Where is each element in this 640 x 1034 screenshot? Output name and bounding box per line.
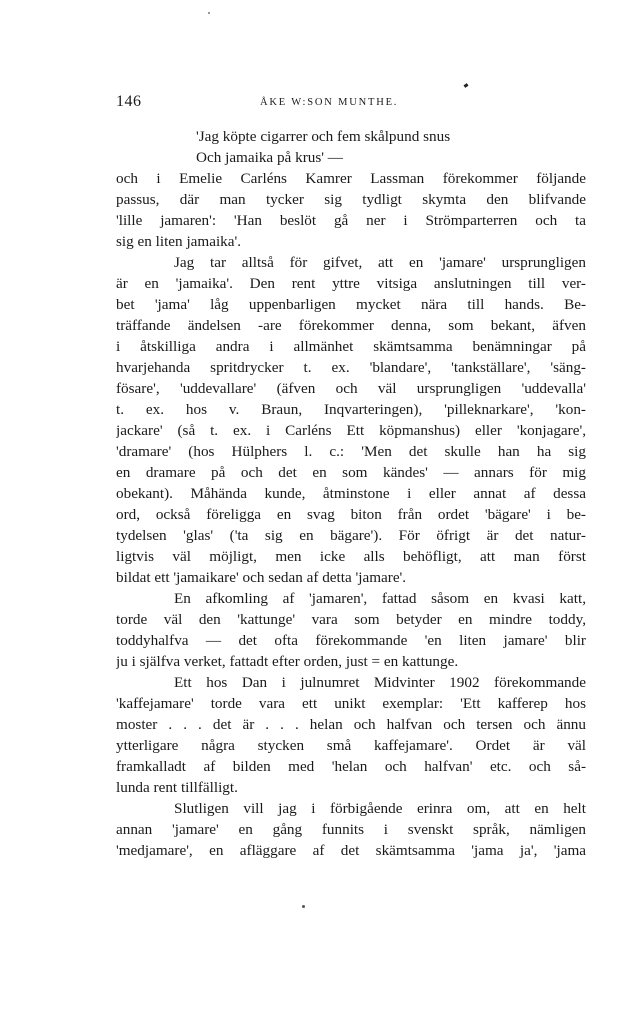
text-line: en dramare på och det en som kändes' — annars för mig (116, 464, 586, 481)
text-line: och i Emelie Carléns Kamrer Lassman förekommer följande (116, 170, 586, 187)
text-line: sig en liten jamaika'. (116, 233, 242, 250)
text-line: träffande ändelsen -are förekommer denna, som bekant, äfven (116, 317, 586, 334)
text-line: jackare' (så t. ex. i Carléns Ett köpmanshus) eller 'konjagare', (116, 422, 586, 439)
text-line: En afkomling af 'jamaren', fattad såsom en kvasi katt, (174, 590, 586, 607)
text-line: Ett hos Dan i julnumret Midvinter 1902 förekommande (174, 674, 586, 691)
text-line: 'kaffejamare' torde vara ett unikt exemplar: 'Ett kafferep hos (116, 695, 586, 712)
text-line: passus, där man tycker sig tydligt skymta den blifvande (116, 191, 586, 208)
text-line: toddyhalfva — det ofta förekommande 'en liten jamare' blir (116, 632, 586, 649)
print-speck (302, 905, 305, 908)
text-line: ytterligare några stycken små kaffejamare'. Ordet är väl (116, 737, 586, 754)
running-head: ÅKE W:SON MUNTHE. (260, 97, 399, 108)
text-line: obekant). Måhända kunde, åtminstone i eller annat af dessa (116, 485, 586, 502)
text-line: Och jamaika på krus' — (196, 149, 343, 166)
text-line: annan 'jamare' en gång funnits i svenskt språk, nämligen (116, 821, 586, 838)
text-line: är en 'jamaika'. Den rent yttre vitsiga anslutningen till ver- (116, 275, 586, 292)
ink-mark (464, 83, 469, 88)
body-text (116, 126, 586, 861)
text-line: ju i själfva verket, fattadt efter orden, just = en kattunge. (116, 653, 459, 670)
page-header (116, 93, 586, 113)
text-line: lunda rent tillfälligt. (116, 779, 238, 796)
text-line: moster . . . det är . . . helan och halfvan och tersen och ännu (116, 716, 586, 733)
text-line: ligtvis väl möjligt, men icke alls behöfligt, att man först (116, 548, 586, 565)
text-line: Slutligen vill jag i förbigående erinra om, att en helt (174, 800, 586, 817)
text-line: hvarjehanda spritdrycker t. ex. 'blandare', 'tankställare', 'säng- (116, 359, 586, 376)
text-line: 'dramare' (hos Hülphers l. c.: 'Men det skulle han ha sig (116, 443, 586, 460)
text-line: ord, också föreligga en svag biton från ordet 'bägare' i be- (116, 506, 586, 523)
text-line: Jag tar alltså för gifvet, att en 'jamare' ursprungligen (174, 254, 586, 271)
text-line: 'lille jamaren': 'Han beslöt gå ner i Strömparterren och ta (116, 212, 586, 229)
text-line: t. ex. hos v. Braun, Inqvarteringen), 'pilleknarkare', 'kon- (116, 401, 586, 418)
text-line: bildat ett 'jamaikare' och sedan af detta 'jamare'. (116, 569, 407, 586)
text-line: torde väl den 'kattunge' vara som betyder en mindre toddy, (116, 611, 586, 628)
text-line: tydelsen 'glas' ('ta sig en bägare'). För öfrigt är det natur- (116, 527, 586, 544)
print-speck (208, 12, 210, 14)
text-line: bet 'jama' låg uppenbarligen mycket nära till hands. Be- (116, 296, 586, 313)
page-number: 146 (116, 93, 142, 110)
text-line: 'Jag köpte cigarrer och fem skålpund snus (196, 128, 451, 145)
text-line: framkalladt af bilden med 'helan och halfvan' etc. och så- (116, 758, 586, 775)
text-line: i åtskilliga andra i allmänhet skämtsamma benämningar på (116, 338, 586, 355)
text-line: fösare', 'uddevallare' (äfven och väl ursprungligen 'uddevalla' (116, 380, 586, 397)
text-line: 'medjamare', en afläggare af det skämtsamma 'jama ja', 'jama (116, 842, 586, 859)
